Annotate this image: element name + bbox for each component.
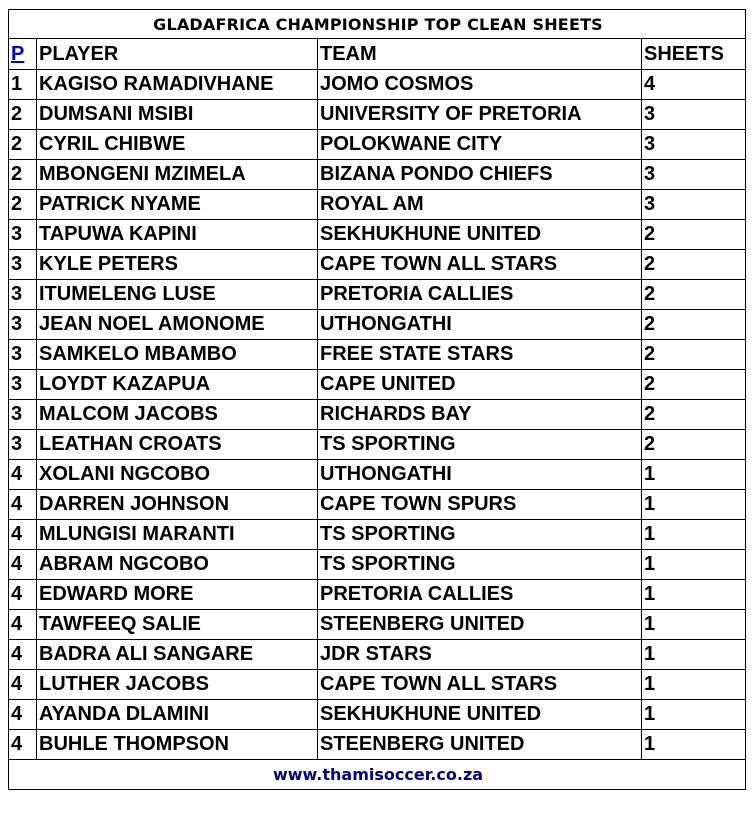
team-cell: STEENBERG UNITED — [318, 610, 642, 640]
team-cell: PRETORIA CALLIES — [318, 280, 642, 310]
table-row — [9, 400, 746, 430]
sheets-cell: 1 — [642, 700, 746, 730]
team-cell: TS SPORTING — [318, 550, 642, 580]
clean-sheets-table — [8, 9, 746, 790]
player-cell: KAGISO RAMADIVHANE — [37, 70, 318, 100]
table-row — [9, 130, 746, 160]
position-cell: 4 — [9, 460, 37, 490]
table-row — [9, 550, 746, 580]
player-cell: DARREN JOHNSON — [37, 490, 318, 520]
position-cell: 3 — [9, 430, 37, 460]
team-cell: TS SPORTING — [318, 520, 642, 550]
position-cell: 4 — [9, 700, 37, 730]
player-cell: DUMSANI MSIBI — [37, 100, 318, 130]
position-cell: 2 — [9, 100, 37, 130]
sheets-cell: 2 — [642, 310, 746, 340]
sheets-cell: 2 — [642, 220, 746, 250]
team-cell: JDR STARS — [318, 640, 642, 670]
player-cell: MLUNGISI MARANTI — [37, 520, 318, 550]
table-row — [9, 460, 746, 490]
table-row — [9, 490, 746, 520]
player-cell: BUHLE THOMPSON — [37, 730, 318, 760]
team-cell: JOMO COSMOS — [318, 70, 642, 100]
table-row — [9, 640, 746, 670]
sheets-cell: 2 — [642, 280, 746, 310]
sheets-cell: 2 — [642, 250, 746, 280]
table-row — [9, 610, 746, 640]
website-footer: www.thamisoccer.co.za — [9, 760, 746, 790]
sheets-cell: 2 — [642, 430, 746, 460]
sheets-cell: 1 — [642, 730, 746, 760]
team-cell: BIZANA PONDO CHIEFS — [318, 160, 642, 190]
player-cell: LOYDT KAZAPUA — [37, 370, 318, 400]
position-cell: 4 — [9, 490, 37, 520]
header-row — [9, 39, 746, 70]
team-cell: UTHONGATHI — [318, 310, 642, 340]
position-cell: 4 — [9, 730, 37, 760]
position-cell: 3 — [9, 370, 37, 400]
player-cell: SAMKELO MBAMBO — [37, 340, 318, 370]
team-cell: CAPE TOWN SPURS — [318, 490, 642, 520]
position-cell: 2 — [9, 190, 37, 220]
table-body — [9, 70, 746, 760]
table-row — [9, 520, 746, 550]
title-row — [9, 10, 746, 39]
position-cell: 4 — [9, 610, 37, 640]
team-cell: FREE STATE STARS — [318, 340, 642, 370]
position-cell: 4 — [9, 550, 37, 580]
sheets-cell: 1 — [642, 490, 746, 520]
header-position — [9, 39, 37, 70]
table-row — [9, 670, 746, 700]
table-row — [9, 310, 746, 340]
table-row — [9, 370, 746, 400]
player-cell: BADRA ALI SANGARE — [37, 640, 318, 670]
position-cell: 4 — [9, 640, 37, 670]
sheets-cell: 1 — [642, 580, 746, 610]
table-row — [9, 190, 746, 220]
sheets-cell: 2 — [642, 400, 746, 430]
table-row — [9, 220, 746, 250]
team-cell: UNIVERSITY OF PRETORIA — [318, 100, 642, 130]
footer-row — [9, 760, 746, 790]
player-cell: LEATHAN CROATS — [37, 430, 318, 460]
player-cell: KYLE PETERS — [37, 250, 318, 280]
position-cell: 4 — [9, 670, 37, 700]
table-title: GLADAFRICA CHAMPIONSHIP TOP CLEAN SHEETS — [9, 10, 746, 39]
team-cell: UTHONGATHI — [318, 460, 642, 490]
position-cell: 1 — [9, 70, 37, 100]
team-cell: RICHARDS BAY — [318, 400, 642, 430]
position-cell: 4 — [9, 520, 37, 550]
player-cell: MBONGENI MZIMELA — [37, 160, 318, 190]
position-cell: 3 — [9, 310, 37, 340]
sheets-cell: 3 — [642, 130, 746, 160]
position-cell: 2 — [9, 130, 37, 160]
table-row — [9, 280, 746, 310]
header-sheets: SHEETS — [642, 39, 746, 70]
player-cell: ITUMELENG LUSE — [37, 280, 318, 310]
position-sort-link[interactable]: P — [11, 42, 25, 65]
player-cell: XOLANI NGCOBO — [37, 460, 318, 490]
table-row — [9, 250, 746, 280]
table-row — [9, 430, 746, 460]
player-cell: EDWARD MORE — [37, 580, 318, 610]
sheets-cell: 1 — [642, 610, 746, 640]
position-cell: 3 — [9, 340, 37, 370]
sheets-cell: 3 — [642, 190, 746, 220]
player-cell: PATRICK NYAME — [37, 190, 318, 220]
position-cell: 3 — [9, 220, 37, 250]
table-row — [9, 580, 746, 610]
table-row — [9, 70, 746, 100]
position-cell: 3 — [9, 250, 37, 280]
position-cell: 3 — [9, 400, 37, 430]
player-cell: AYANDA DLAMINI — [37, 700, 318, 730]
player-cell: MALCOM JACOBS — [37, 400, 318, 430]
player-cell: LUTHER JACOBS — [37, 670, 318, 700]
team-cell: PRETORIA CALLIES — [318, 580, 642, 610]
table-row — [9, 160, 746, 190]
sheets-cell: 1 — [642, 550, 746, 580]
sheets-cell: 4 — [642, 70, 746, 100]
player-cell: ABRAM NGCOBO — [37, 550, 318, 580]
table-row — [9, 700, 746, 730]
sheets-cell: 2 — [642, 340, 746, 370]
player-cell: JEAN NOEL AMONOME — [37, 310, 318, 340]
table-row — [9, 340, 746, 370]
team-cell: ROYAL AM — [318, 190, 642, 220]
header-player: PLAYER — [37, 39, 318, 70]
team-cell: SEKHUKHUNE UNITED — [318, 220, 642, 250]
position-cell: 3 — [9, 280, 37, 310]
sheets-cell: 3 — [642, 100, 746, 130]
team-cell: CAPE TOWN ALL STARS — [318, 250, 642, 280]
team-cell: CAPE UNITED — [318, 370, 642, 400]
team-cell: TS SPORTING — [318, 430, 642, 460]
position-cell: 4 — [9, 580, 37, 610]
table-row — [9, 730, 746, 760]
team-cell: CAPE TOWN ALL STARS — [318, 670, 642, 700]
sheets-cell: 1 — [642, 670, 746, 700]
table-row — [9, 100, 746, 130]
sheets-cell: 1 — [642, 460, 746, 490]
team-cell: SEKHUKHUNE UNITED — [318, 700, 642, 730]
player-cell: TAWFEEQ SALIE — [37, 610, 318, 640]
sheets-cell: 1 — [642, 640, 746, 670]
team-cell: STEENBERG UNITED — [318, 730, 642, 760]
sheets-cell: 1 — [642, 520, 746, 550]
sheets-cell: 3 — [642, 160, 746, 190]
team-cell: POLOKWANE CITY — [318, 130, 642, 160]
position-cell: 2 — [9, 160, 37, 190]
player-cell: TAPUWA KAPINI — [37, 220, 318, 250]
header-team: TEAM — [318, 39, 642, 70]
player-cell: CYRIL CHIBWE — [37, 130, 318, 160]
sheets-cell: 2 — [642, 370, 746, 400]
